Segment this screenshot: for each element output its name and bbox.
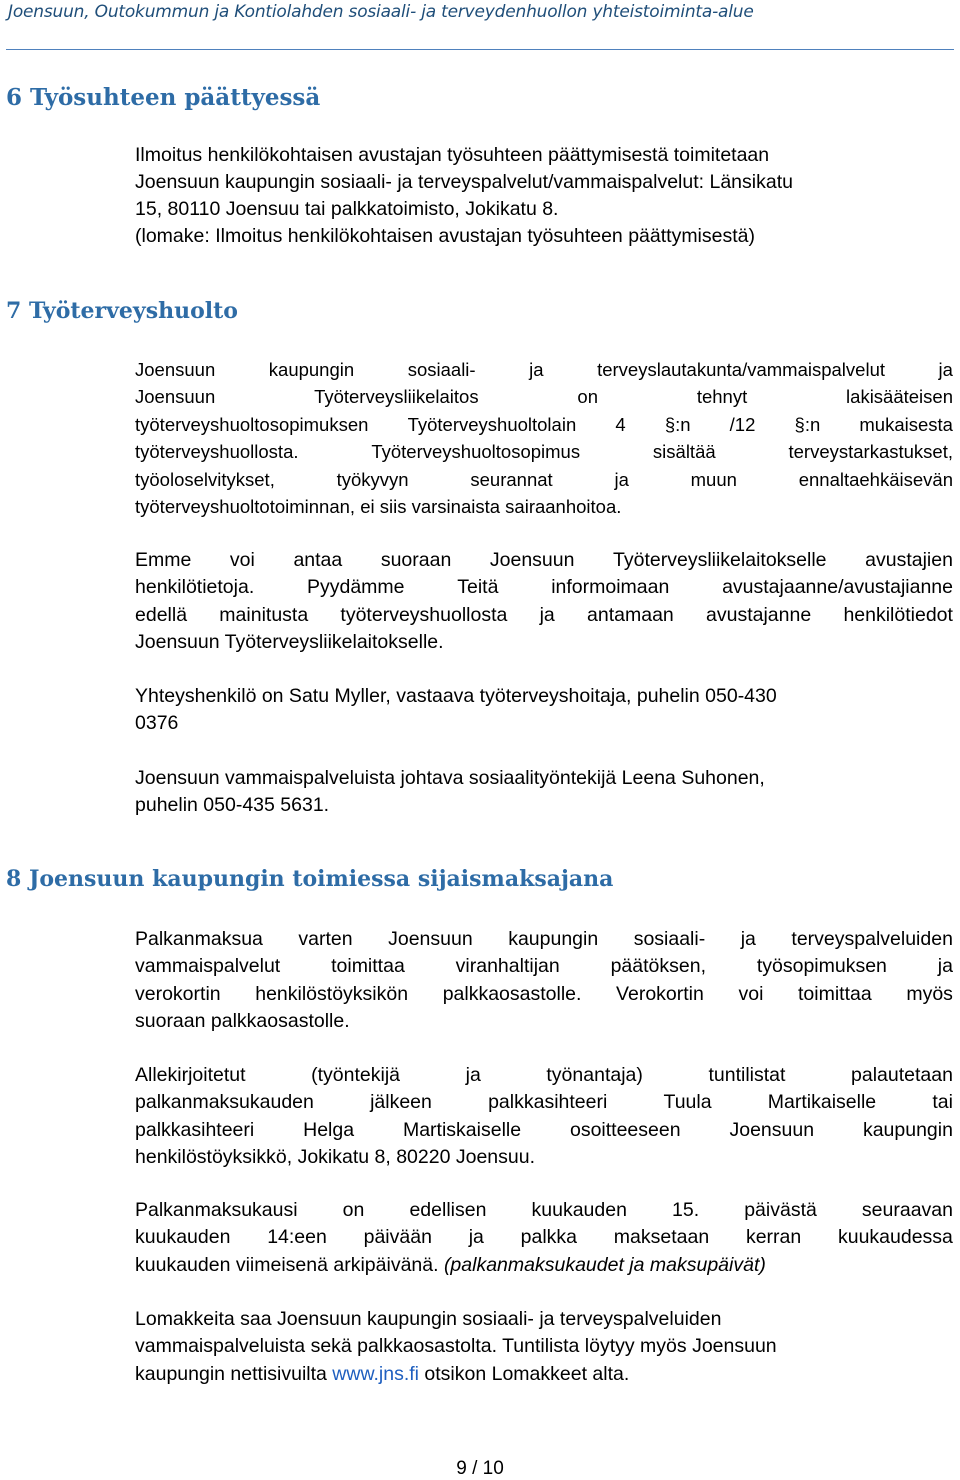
word: on [342, 1199, 365, 1221]
text-line [135, 383, 953, 410]
text-line [135, 1197, 953, 1224]
word: terveyspalveluiden [791, 928, 953, 950]
word: mainitusta [219, 603, 309, 626]
word: Emme [135, 549, 192, 571]
word: 4 [615, 413, 626, 435]
text-line: Ilmoitus henkilökohtaisen avustajan työsuhteen päättymisestä toimitetaan [135, 144, 770, 166]
word: avustajanne [706, 603, 812, 626]
word: palkka [520, 1226, 578, 1249]
word: päivään [363, 1226, 432, 1249]
section-7-paragraph-1 [135, 356, 953, 520]
word: avustajaanne/avustajianne [722, 576, 953, 599]
word: työkyvyn [336, 468, 409, 490]
text-run: kuukauden viimeisenä arkipäivänä. [135, 1253, 444, 1276]
word: viranhaltijan [455, 955, 560, 978]
text-line [135, 602, 953, 629]
word: työterveyshuollosta. [135, 441, 299, 463]
text-line: 0376 [135, 712, 179, 735]
text-line [135, 926, 953, 953]
section-6-heading: 6 Työsuhteen päättyessä [6, 84, 321, 111]
word: ja [539, 603, 555, 626]
word: ja [614, 468, 629, 490]
text-line [135, 981, 953, 1008]
word: myös [906, 982, 953, 1005]
header-divider [6, 49, 954, 50]
word: on [577, 386, 598, 408]
word: §:n [794, 413, 821, 435]
word: Työterveysliikelaitokselle [613, 549, 827, 571]
text-line [135, 411, 953, 438]
italic-note: (palkanmaksukaudet ja maksupäivät) [443, 1253, 766, 1276]
word: päivästä [744, 1199, 817, 1221]
text-line: henkilöstöyksikkö, Jokikatu 8, 80220 Joensuu. [135, 1146, 535, 1169]
word: seuraavan [861, 1199, 953, 1221]
text-line: Lomakkeita saa Joensuun kaupungin sosiaali- ja terveyspalveluiden [135, 1308, 722, 1330]
text-line: Joensuun Työterveysliikelaitokselle. [135, 631, 444, 654]
text-line [135, 356, 953, 383]
section-8-paragraph-4 [135, 1306, 953, 1388]
word: kuukaudessa [837, 1226, 953, 1249]
word: Joensuun [135, 359, 216, 380]
word: työsopimuksen [756, 955, 887, 978]
word: voi [229, 549, 255, 571]
word: verokortin [135, 982, 221, 1005]
word: palkanmaksukauden [135, 1091, 314, 1114]
word: ja [937, 955, 953, 978]
section-8-heading: 8 Joensuun kaupungin toimiessa sijaismaksajana [6, 866, 614, 892]
text-line: työterveyshuoltotoiminnan, ei siis varsinaista sairaanhoitoa. [135, 496, 622, 518]
word: Verokortin [616, 982, 704, 1005]
section-8-paragraph-2 [135, 1062, 953, 1172]
section-7-heading: 7 Työterveyshuolto [6, 298, 238, 324]
word: Joensuun [729, 1118, 815, 1141]
word: työnantaja) [546, 1064, 643, 1086]
text-line [135, 1361, 953, 1388]
word: Palkanmaksukausi [135, 1199, 298, 1221]
word: sisältää [652, 441, 716, 463]
word: päätöksen, [610, 955, 706, 978]
word: Helga [303, 1118, 355, 1141]
word: palkkasihteeri [488, 1091, 608, 1114]
text-line: vammaispalveluista sekä palkkaosastolta. Tuntilista löytyy myös Joensuun [135, 1335, 777, 1358]
text-line: Joensuun vammaispalveluista johtava sosiaalityöntekijä Leena Suhonen, [135, 767, 765, 789]
word: (työntekijä [311, 1064, 401, 1086]
word: kaupungin [862, 1118, 953, 1141]
word: kaupungin [508, 928, 599, 950]
word: kuukauden [531, 1199, 627, 1221]
word: palkkasihteeri [135, 1118, 255, 1141]
word: ja [465, 1064, 481, 1086]
word: ja [740, 928, 756, 950]
word: Palkanmaksua [135, 928, 263, 950]
text-line [135, 438, 953, 465]
text-line [135, 1062, 953, 1089]
word: avustajien [865, 549, 953, 571]
section-7-paragraph-2 [135, 547, 953, 657]
word: ja [529, 359, 544, 380]
text-line [135, 547, 953, 574]
word: tuntilistat [708, 1064, 786, 1086]
word: voi [738, 982, 764, 1005]
word: terveystarkastukset, [788, 441, 953, 463]
word: seurannat [470, 468, 553, 490]
text-line: suoraan palkkaosastolle. [135, 1010, 350, 1033]
word: Teitä [457, 576, 499, 599]
section-7-contact-2 [135, 765, 953, 820]
text-line [135, 1089, 953, 1116]
word: /12 [729, 413, 756, 435]
word: tai [932, 1091, 953, 1114]
word: tehnyt [696, 386, 748, 408]
word: ennaltaehkäisevän [798, 468, 953, 490]
word: työterveyshuoltosopimuksen [135, 413, 369, 435]
word: ja [938, 359, 953, 380]
word: terveyslautakunta/vammaispalvelut [597, 359, 885, 380]
word: muun [690, 468, 737, 490]
page-number: 9 / 10 [456, 1458, 504, 1479]
word: toimittaa [798, 982, 872, 1005]
text-line: 15, 80110 Joensuu tai palkkatoimisto, Jokikatu 8. [135, 198, 559, 220]
word: jälkeen [370, 1091, 432, 1114]
text-line: (lomake: Ilmoitus henkilökohtaisen avustajan työsuhteen päättymisestä) [135, 225, 755, 247]
word: työterveyshuollosta [340, 603, 508, 626]
text-line [135, 466, 953, 493]
text-run: otsikon Lomakkeet alta. [418, 1362, 630, 1385]
word: sosiaali- [407, 359, 476, 380]
section-8-paragraph-3 [135, 1197, 953, 1279]
section-8-paragraph-1 [135, 926, 953, 1036]
word: suoraan [380, 549, 452, 571]
text-line [135, 1224, 953, 1251]
word: Martiskaiselle [402, 1118, 522, 1141]
word: §:n [664, 413, 691, 435]
word: vammaispalvelut [135, 955, 281, 978]
text-line: Yhteyshenkilö on Satu Myller, vastaava työterveyshoitaja, puhelin 050-430 [135, 685, 777, 707]
website-link[interactable]: www.jns.fi [332, 1362, 419, 1385]
word: Martikaiselle [767, 1091, 877, 1114]
text-line: puhelin 050-435 5631. [135, 794, 330, 817]
text-line [135, 1117, 953, 1144]
word: edellä [135, 603, 188, 626]
word: mukaisesta [859, 413, 953, 435]
word: ja [468, 1226, 484, 1249]
section-7-contact-1 [135, 683, 953, 738]
word: Joensuun [388, 928, 473, 950]
word: henkilötiedot [843, 603, 953, 626]
text-line [135, 953, 953, 980]
word: kuukauden [135, 1226, 231, 1249]
text-line: Joensuun kaupungin sosiaali- ja terveyspalvelut/vammaispalvelut: Länsikatu [135, 171, 793, 193]
text-run: kaupungin nettisivuilta [135, 1362, 333, 1385]
word: kaupungin [268, 359, 355, 380]
word: 14:een [267, 1226, 327, 1249]
word: 15. [672, 1199, 700, 1221]
text-line [135, 574, 953, 601]
word: informoimaan [551, 576, 670, 599]
word: henkilötietoja. [135, 576, 255, 599]
word: Työterveysliikelaitos [314, 386, 479, 408]
word: edellisen [409, 1199, 487, 1221]
word: maksetaan [613, 1226, 710, 1249]
word: työoloselvitykset, [135, 468, 275, 490]
word: sosiaali- [633, 928, 706, 950]
word: Pyydämme [306, 576, 405, 599]
word: Joensuun [489, 549, 575, 571]
word: antaa [293, 549, 343, 571]
word: osoitteeseen [569, 1118, 681, 1141]
word: Tuula [663, 1091, 712, 1114]
word: varten [298, 928, 353, 950]
word: Joensuun [135, 386, 216, 408]
text-line [135, 1252, 953, 1279]
word: lakisääteisen [846, 386, 953, 408]
word: Allekirjoitetut [135, 1064, 246, 1086]
word: Työterveyshuoltolain [407, 413, 577, 435]
document-header: Joensuun, Outokummun ja Kontiolahden sosiaali- ja terveydenhuollon yhteistoiminta-alue [8, 2, 754, 22]
word: kerran [745, 1226, 802, 1249]
section-6-paragraph [135, 142, 953, 250]
word: palkkaosastolle. [442, 982, 582, 1005]
word: Työterveyshuoltosopimus [371, 441, 581, 463]
word: antamaan [587, 603, 674, 626]
word: toimittaa [331, 955, 405, 978]
word: henkilöstöyksikön [255, 982, 409, 1005]
word: palautetaan [851, 1064, 953, 1086]
